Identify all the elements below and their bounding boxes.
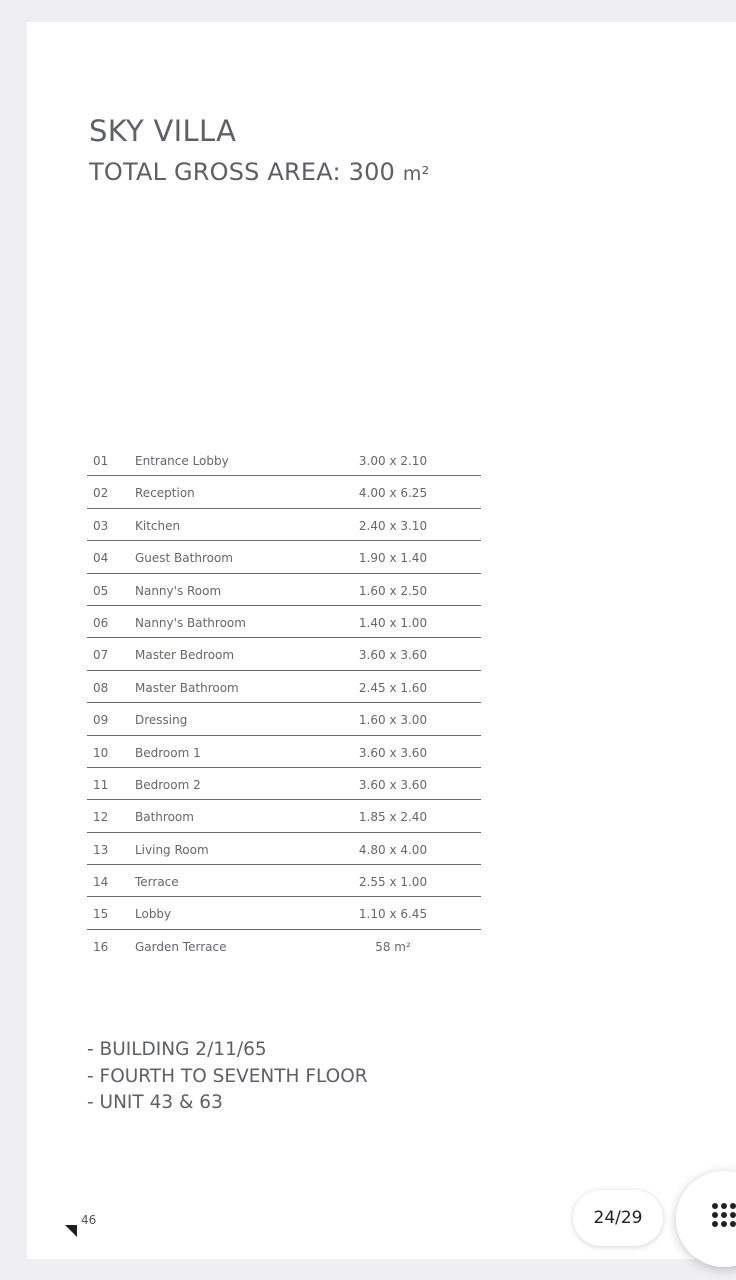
room-dimensions: 4.00 x 6.25 [358, 486, 428, 501]
table-row [87, 833, 481, 865]
room-number: 12 [93, 810, 109, 825]
table-row [87, 541, 481, 573]
page-title: SKY VILLA [89, 114, 237, 148]
room-dimensions: 3.60 x 3.60 [358, 648, 428, 663]
table-row [87, 476, 481, 508]
room-dimensions: 1.40 x 1.00 [358, 615, 428, 630]
room-number: 06 [93, 615, 109, 630]
room-name: Terrace [135, 875, 179, 890]
room-name: Nanny's Room [135, 583, 222, 598]
room-dimensions: 58 m² [375, 939, 411, 954]
room-dimensions: 2.55 x 1.00 [358, 875, 428, 890]
room-number: 16 [93, 939, 109, 954]
room-number: 04 [93, 551, 109, 566]
room-dimensions: 4.80 x 4.00 [358, 842, 428, 857]
room-name: Kitchen [135, 518, 181, 533]
room-name: Bedroom 2 [135, 777, 201, 792]
page-indicator-button[interactable] [573, 1190, 663, 1246]
room-dimensions: 3.60 x 3.60 [358, 777, 428, 792]
room-name: Guest Bathroom [135, 551, 233, 566]
room-number: 08 [93, 680, 109, 695]
area-unit: m² [402, 163, 430, 185]
corner-triangle-icon [65, 1225, 77, 1237]
room-number: 10 [93, 745, 109, 760]
room-name: Reception [135, 486, 195, 501]
room-name: Nanny's Bathroom [135, 615, 246, 630]
table-row [87, 930, 481, 961]
table-row [87, 865, 481, 897]
room-dimensions: 1.10 x 6.45 [358, 907, 428, 922]
room-number: 01 [93, 454, 109, 468]
room-dimensions: 2.45 x 1.60 [358, 680, 428, 695]
room-dimensions: 3.00 x 2.10 [358, 454, 428, 468]
room-name: Master Bathroom [135, 680, 239, 695]
room-name: Garden Terrace [135, 939, 227, 954]
room-number: 03 [93, 518, 109, 533]
room-number: 11 [93, 777, 109, 792]
room-name: Living Room [135, 842, 209, 857]
document-page [27, 22, 736, 1259]
grid-dots-icon [712, 1203, 736, 1227]
room-dimensions: 2.40 x 3.10 [358, 518, 428, 533]
table-row [87, 768, 481, 800]
table-row [87, 574, 481, 606]
note-floors: - FOURTH TO SEVENTH FLOOR [87, 1065, 368, 1087]
room-number: 09 [93, 713, 109, 728]
table-row [87, 509, 481, 541]
room-dimensions: 1.60 x 3.00 [358, 713, 428, 728]
room-schedule-table [87, 444, 481, 961]
page-indicator-label: 24/29 [593, 1208, 643, 1228]
room-number: 02 [93, 486, 109, 501]
room-name: Dressing [135, 713, 188, 728]
room-dimensions: 1.60 x 2.50 [358, 583, 428, 598]
room-number: 05 [93, 583, 109, 598]
table-row [87, 444, 481, 476]
table-row [87, 897, 481, 929]
unit-notes [87, 1037, 368, 1117]
room-number: 15 [93, 907, 109, 922]
room-number: 13 [93, 842, 109, 857]
total-area-text: TOTAL GROSS AREA: 300 [89, 158, 396, 186]
room-dimensions: 1.90 x 1.40 [358, 551, 428, 566]
table-row [87, 671, 481, 703]
note-building: - BUILDING 2/11/65 [87, 1039, 267, 1060]
room-name: Lobby [135, 907, 172, 922]
table-row [87, 638, 481, 670]
room-name: Bathroom [135, 810, 194, 825]
room-name: Bedroom 1 [135, 745, 201, 760]
room-dimensions: 1.85 x 2.40 [358, 810, 428, 825]
room-number: 14 [93, 875, 109, 890]
page-number: 46 [81, 1213, 97, 1227]
table-row [87, 736, 481, 768]
total-area-heading [89, 158, 429, 186]
room-number: 07 [93, 648, 109, 663]
note-units: - UNIT 43 & 63 [87, 1092, 223, 1113]
table-row [87, 606, 481, 638]
table-row [87, 800, 481, 832]
room-name: Master Bedroom [135, 648, 235, 663]
room-name: Entrance Lobby [135, 454, 229, 468]
room-dimensions: 3.60 x 3.60 [358, 745, 428, 760]
table-row [87, 703, 481, 735]
